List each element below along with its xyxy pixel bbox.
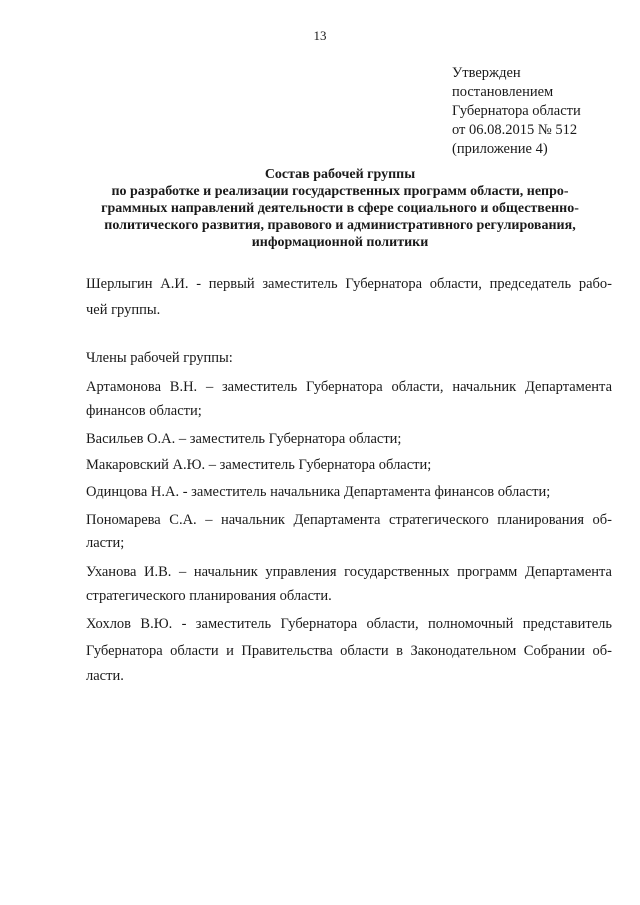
member-line: стратегического планирования области. <box>86 588 332 604</box>
chairman-line: Шерлыгин А.И. - первый заместитель Губернатора области, председатель рабо- <box>86 276 612 292</box>
member-line: финансов области; <box>86 403 202 419</box>
members-heading: Члены рабочей группы: <box>86 350 233 366</box>
document-title <box>80 166 600 251</box>
member-line: Хохлов В.Ю. - заместитель Губернатора области, полномочный представитель <box>86 616 612 632</box>
member-line: Васильев О.А. – заместитель Губернатора области; <box>86 431 402 447</box>
member-line: Губернатора области и Правительства области в Законодательном Собрании об- <box>86 643 612 659</box>
member-line: ласти; <box>86 535 125 551</box>
title-line: по разработке и реализации государственных программ области, непро- <box>111 184 569 199</box>
approval-line: от 06.08.2015 № 512 <box>452 122 578 138</box>
page-number: 13 <box>313 28 327 43</box>
title-line: информационной политики <box>251 235 429 250</box>
member-line: Макаровский А.Ю. – заместитель Губернатора области; <box>86 457 432 473</box>
member-line: Уханова И.В. – начальник управления государственных программ Департамента <box>86 564 612 580</box>
approval-line: Утвержден <box>452 65 521 81</box>
member-line: Одинцова Н.А. - заместитель начальника Департамента финансов области; <box>86 484 551 500</box>
title-line: политического развития, правового и административного регулирования, <box>104 218 576 233</box>
title-line: граммных направлений деятельности в сфере социального и общественно- <box>101 201 579 216</box>
approval-block <box>452 64 581 159</box>
member-line: Пономарева С.А. – начальник Департамента стратегического планирования об- <box>86 512 612 528</box>
approval-line: (приложение 4) <box>452 141 548 157</box>
chairman-line: чей группы. <box>86 302 161 318</box>
approval-line: Губернатора области <box>452 103 581 119</box>
title-line: Состав рабочей группы <box>264 167 416 182</box>
approval-line: постановлением <box>452 84 554 100</box>
member-line: Артамонова В.Н. – заместитель Губернатора области, начальник Департамента <box>86 379 612 395</box>
member-line: ласти. <box>86 668 124 684</box>
